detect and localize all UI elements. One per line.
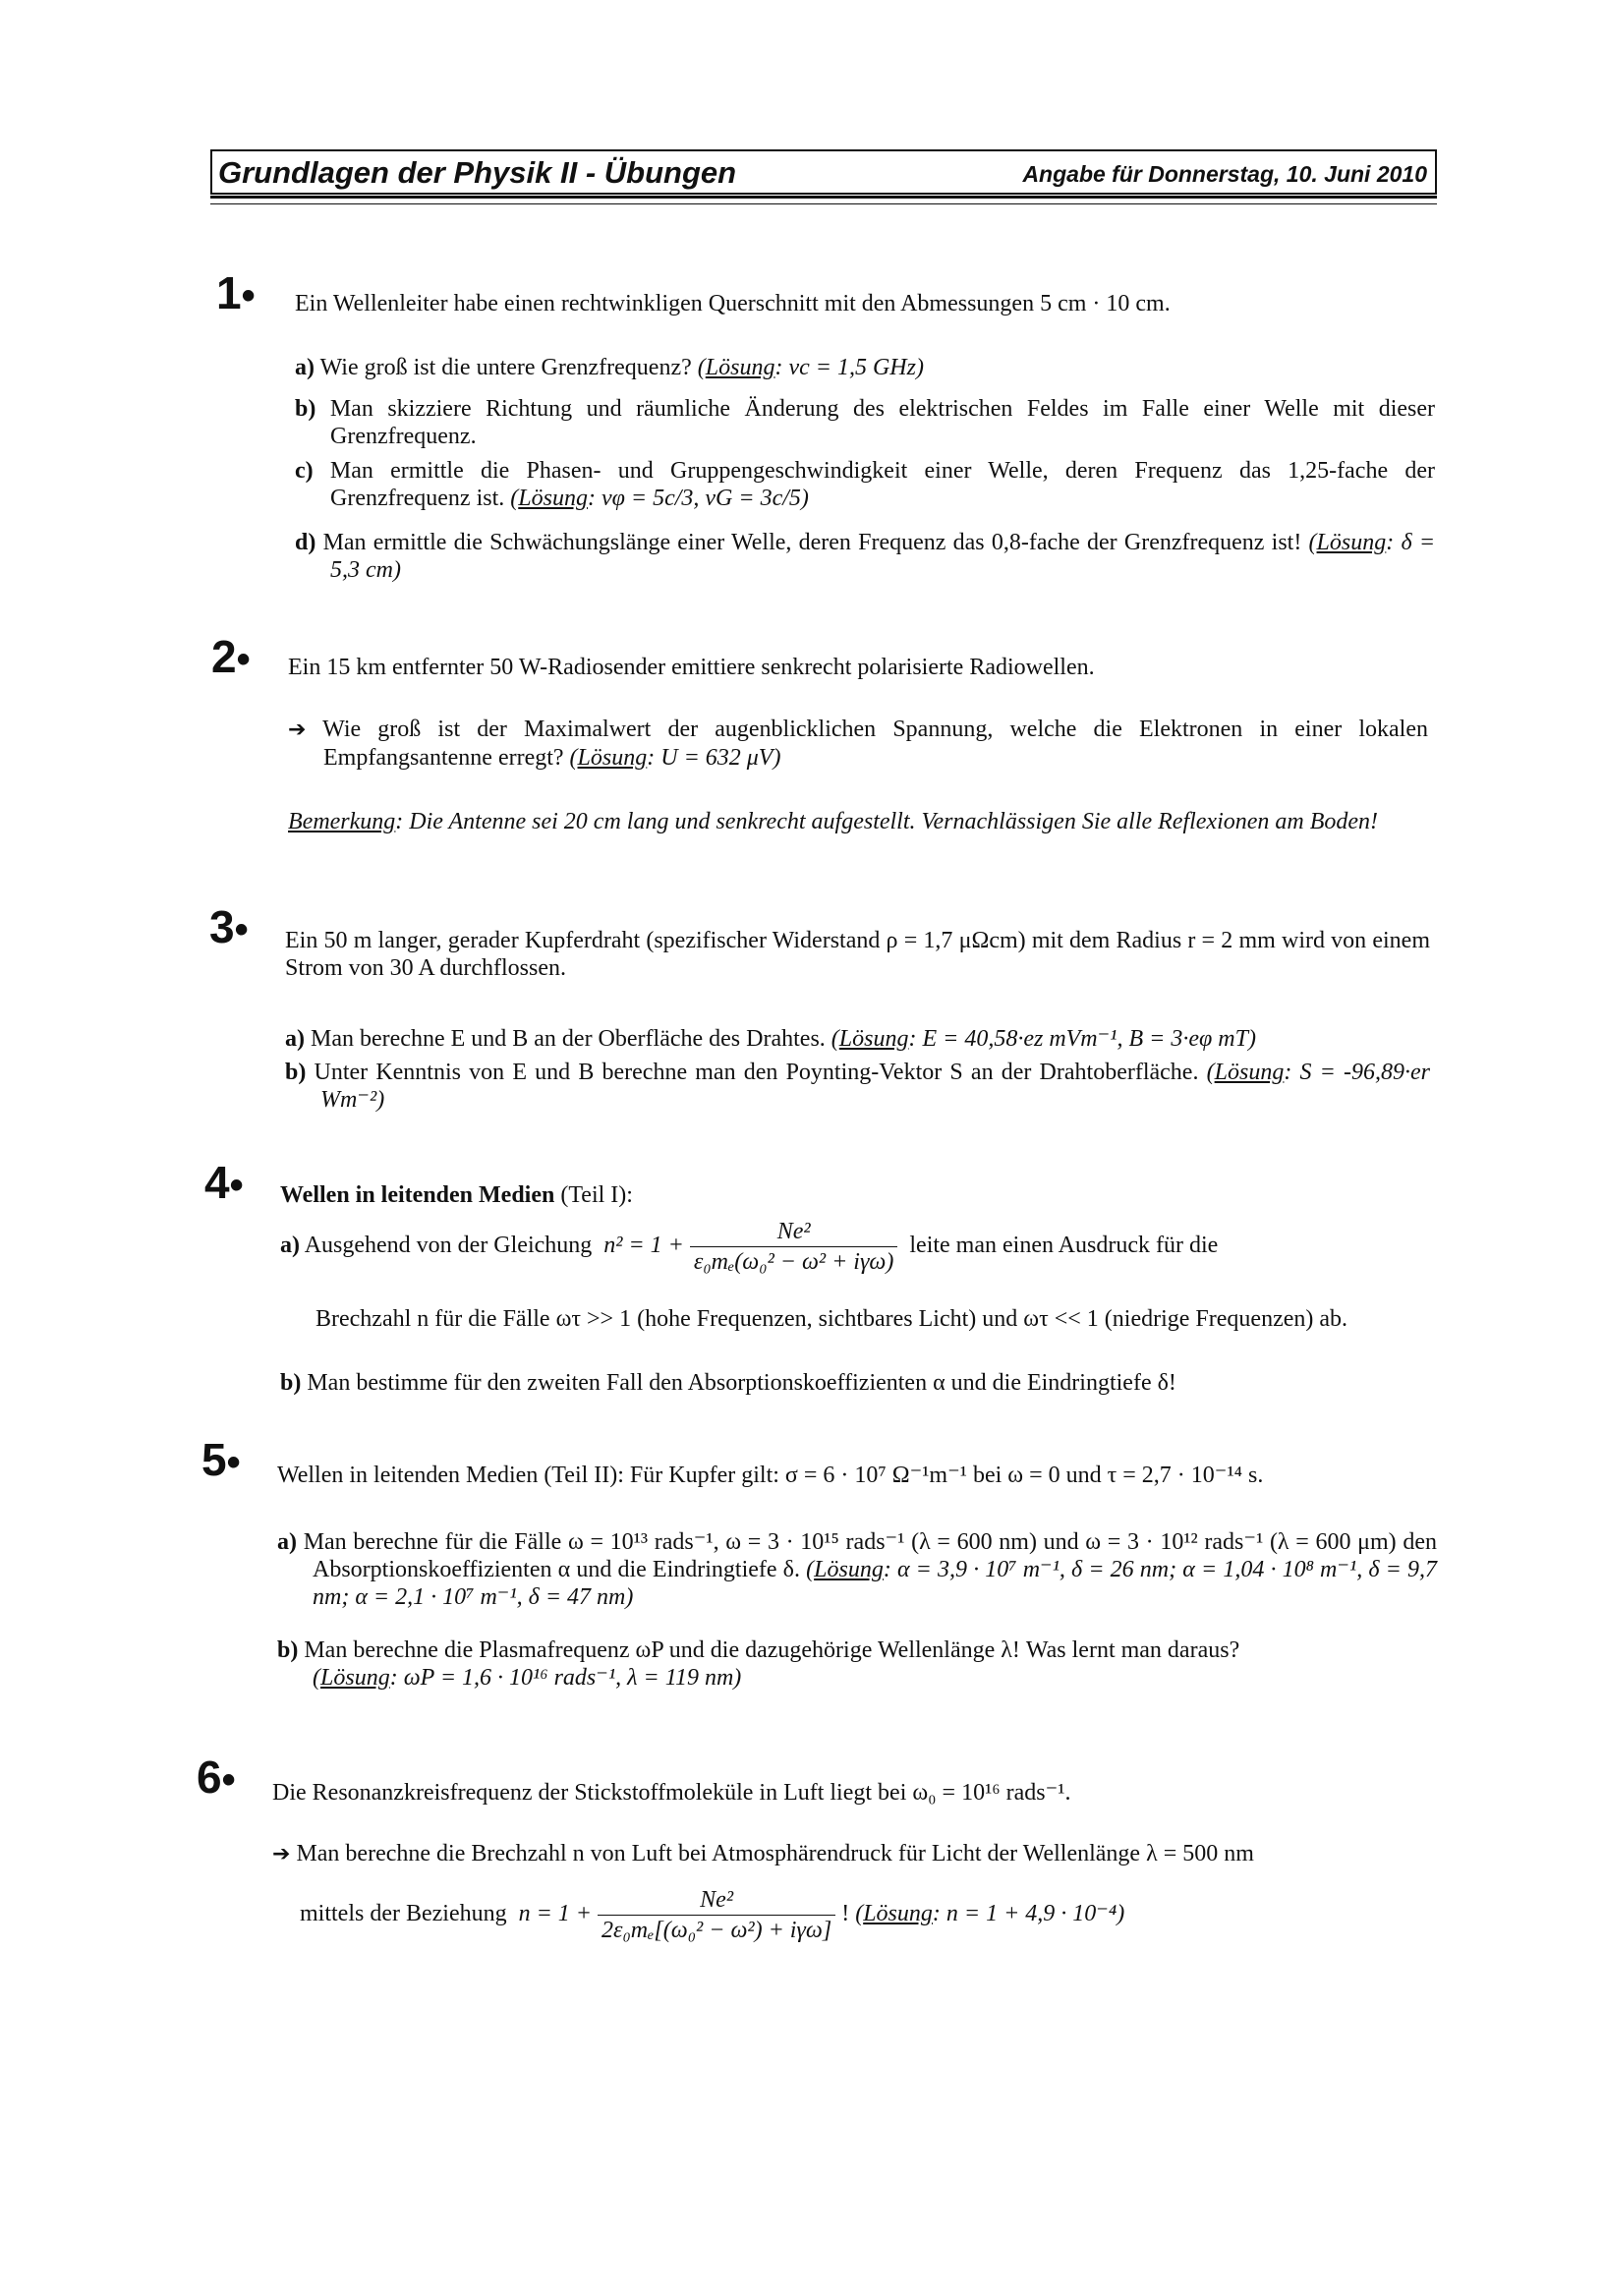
problem-number: 4• [204, 1157, 244, 1208]
problem-part-continuation: Brechzahl n für die Fälle ωτ >> 1 (hohe Frequenzen, sichtbares Licht) und ωτ << 1 (niedrige Frequenzen) ab. [315, 1306, 1348, 1332]
course-title: Grundlagen der Physik II - Übungen [218, 155, 737, 190]
problem-number: 1• [216, 267, 256, 318]
problem-equation-line: mittels der Beziehung n = 1 + $\frac{\text{Ne²}}{\text{2ε₀mₑ[(ω₀² − ω²) + iγω]}}$ ! (Lösung: n = 1 + 4,9 · 10⁻⁴) [300, 1887, 1125, 1943]
problem-part: b) Man bestimme für den zweiten Fall den Absorptionskoeffizienten α und die Eindringtiefe δ! [280, 1370, 1176, 1396]
equation: n² = 1 + [603, 1233, 684, 1259]
problem-part: b) Unter Kenntnis von E und B berechne man den Poynting-Vektor S an der Drahtoberfläche. (Lösung: S = -96,89·er Wm⁻²) [285, 1060, 1430, 1113]
problem-intro: Ein 50 m langer, gerader Kupferdraht (spezifischer Widerstand ρ = 1,7 μΩcm) mit dem Radius r = 2 mm wird von einem Strom von 30 A durchflossen. [285, 928, 1430, 981]
problem-intro: Wellen in leitenden Medien (Teil I): [280, 1182, 633, 1208]
header-rule-thin [210, 203, 1437, 204]
problem-intro: Wellen in leitenden Medien (Teil II): Für Kupfer gilt: σ = 6 · 10⁷ Ω⁻¹m⁻¹ bei ω = 0 und τ = 2,7 · 10⁻¹⁴ s. [277, 1463, 1264, 1488]
problem-number: 6• [197, 1751, 236, 1803]
equation-fraction: $\frac{\text{Ne²}}{\text{ε₀mₑ(ω₀² − ω² + iγω)}}$ [690, 1217, 898, 1277]
problem-intro: Die Resonanzkreisfrequenz der Stickstoffmoleküle in Luft liegt bei ω₀ = 10¹⁶ rads⁻¹. [272, 1780, 1071, 1806]
problem-intro: Ein Wellenleiter habe einen rechtwinkligen Querschnitt mit den Abmessungen 5 cm · 10 cm. [295, 291, 1171, 316]
problem-part: b) Man skizziere Richtung und räumliche Änderung des elektrischen Feldes im Falle einer Welle mit dieser Grenzfrequenz. [295, 396, 1436, 449]
problem-part: c) Man ermittle die Phasen- und Gruppengeschwindigkeit einer Welle, deren Frequenz das 1,25-fache der Grenzfrequenz ist. (Lösung: vφ = 5c/3, vG = 3c/5) [295, 458, 1435, 511]
problem-part: a) Ausgehend von der Gleichung n² = 1 + $\frac{\text{Ne²}}{\text{ε₀mₑ(ω₀² − ω² + iγω)}}$ leite man einen Ausdruck für die [280, 1219, 1219, 1275]
equation: n = 1 + [518, 1901, 592, 1927]
problem-question: ➔ Man berechne die Brechzahl n von Luft bei Atmosphärendruck für Licht der Wellenlänge λ = 500 nm [272, 1841, 1254, 1866]
problem-part: a) Wie groß ist die untere Grenzfrequenz? (Lösung: νc = 1,5 GHz) [295, 355, 924, 380]
arrow-right-icon: ➔ [288, 718, 307, 742]
header-rule [210, 196, 1437, 199]
problem-number: 5• [201, 1434, 241, 1485]
equation-fraction: $\frac{\text{Ne²}}{\text{2ε₀mₑ[(ω₀² − ω²) + iγω]}}$ [598, 1885, 835, 1945]
page-header [210, 149, 1437, 195]
problem-part: b) Man berechne die Plasmafrequenz ωP und die dazugehörige Wellenlänge λ! Was lernt man daraus? (Lösung: ωP = 1,6 · 10¹⁶ rads⁻¹, λ = 119 nm) [277, 1637, 1240, 1691]
problem-remark: Bemerkung: Die Antenne sei 20 cm lang und senkrecht aufgestellt. Vernachlässigen Sie alle Reflexionen am Boden! [288, 809, 1379, 834]
problem-intro: Ein 15 km entfernter 50 W-Radiosender emittiere senkrecht polarisierte Radiowellen. [288, 655, 1095, 680]
problem-number: 2• [211, 631, 251, 682]
problem-number: 3• [209, 901, 249, 952]
sheet-date: Angabe für Donnerstag, 10. Juni 2010 [1022, 161, 1427, 187]
problem-part: d) Man ermittle die Schwächungslänge einer Welle, deren Frequenz das 0,8-fache der Grenzfrequenz ist! (Lösung: δ = 5,3 cm) [295, 530, 1436, 583]
problem-part: a) Man berechne für die Fälle ω = 10¹³ rads⁻¹, ω = 3 · 10¹⁵ rads⁻¹ (λ = 600 nm) und ω = 3 · 10¹² rads⁻¹ (λ = 600 μm) den Absorptionskoeffizienten α und die Eindringtiefe δ. (Lösung: α = 3,9 · 10⁷ m⁻¹, δ = 26 nm; α = 1,04 · 10⁸ m⁻¹, δ = 9,7 nm; α = 2,1 · 10⁷ m⁻¹, δ = 47 nm) [277, 1529, 1438, 1610]
arrow-right-icon: ➔ [272, 1842, 291, 1866]
problem-question: ➔ Wie groß ist der Maximalwert der augenblicklichen Spannung, welche die Elektronen in einer lokalen Empfangsantenne erregt? (Lösung: U = 632 μV) [288, 717, 1428, 771]
problem-part: a) Man berechne E und B an der Oberfläche des Drahtes. (Lösung: E = 40,58·ez mVm⁻¹, B = 3·eφ mT) [285, 1026, 1256, 1052]
